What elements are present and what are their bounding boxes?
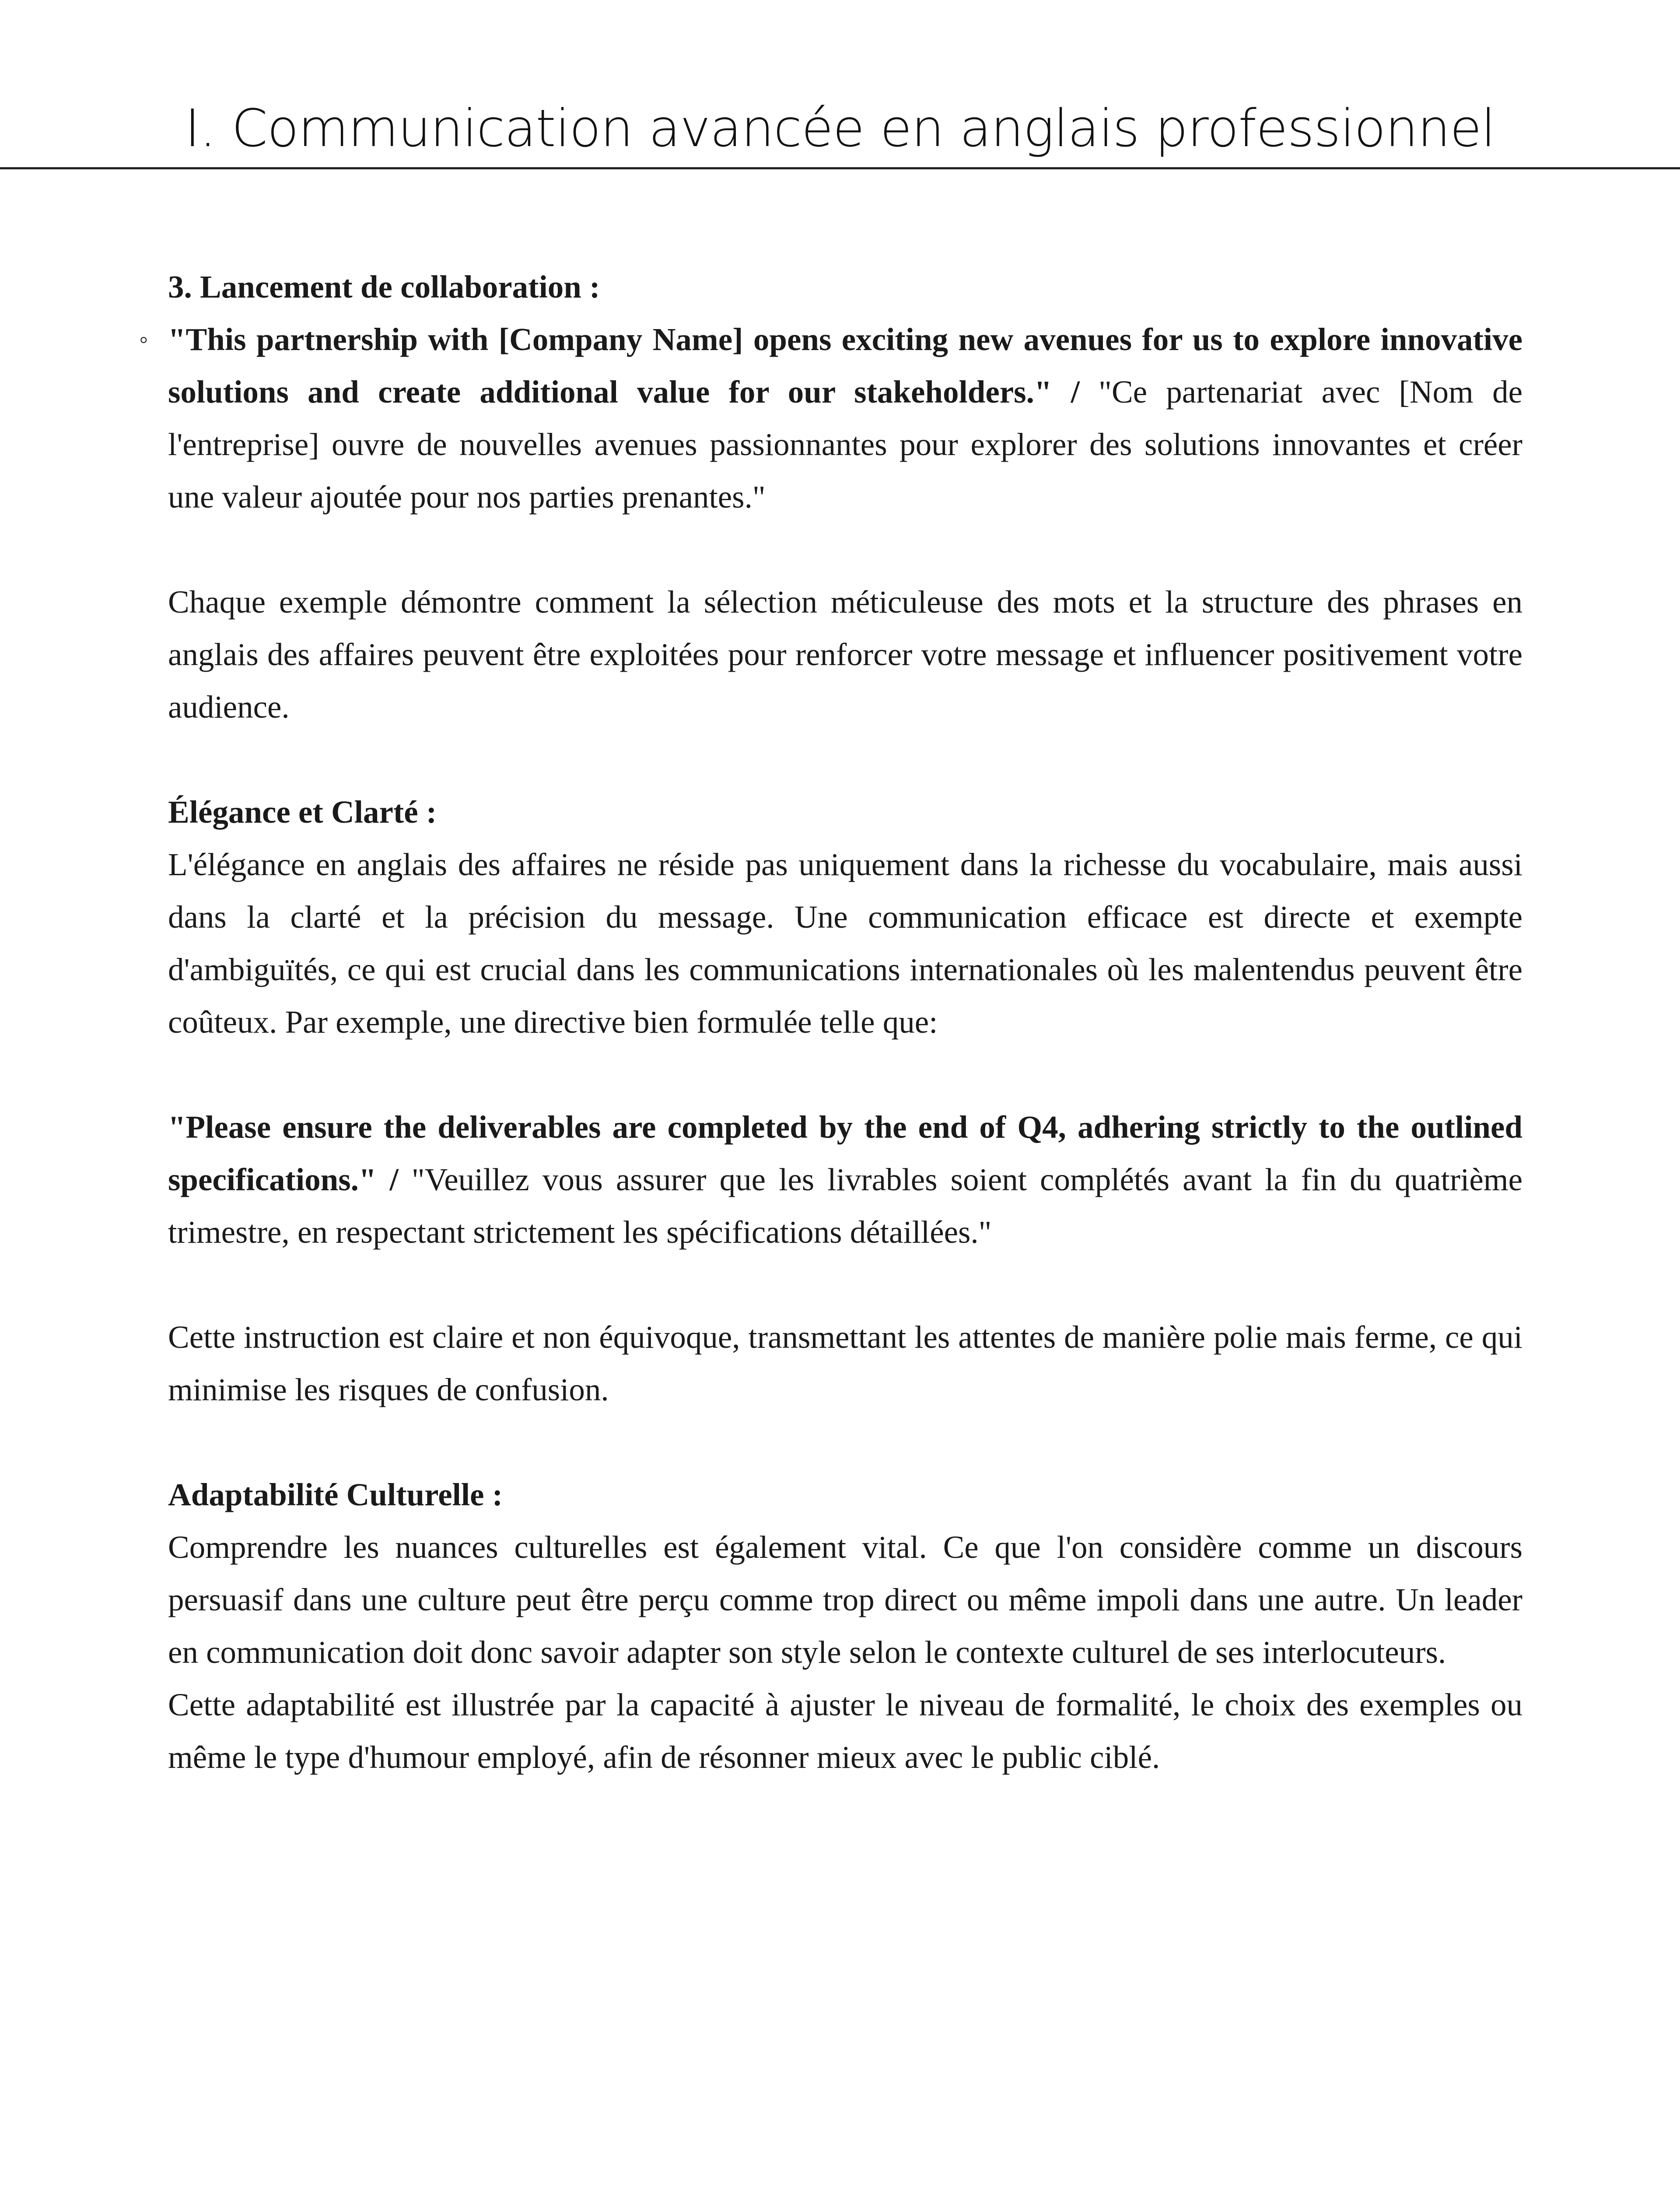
launch-quote-english: "This partnership with [Company Name] opens exciting new avenues for us to explore innovative solutions and create additional value for our stakeholders." (168, 322, 1522, 410)
chapter-title: I. Communication avancée en anglais professionnel (185, 98, 1495, 158)
quote-separator: / (1052, 374, 1099, 410)
culture-heading: Adaptabilité Culturelle : (168, 1477, 503, 1512)
elegance-heading: Élégance et Clarté : (168, 794, 437, 830)
hollow-bullet-icon: ◦ (139, 325, 148, 354)
examples-paragraph: Chaque exemple démontre comment la sélection méticuleuse des mots et la structure des phrases en anglais des affaires peuvent être exploitées pour renforcer votre message et influencer positivement votre audience. (168, 584, 1522, 725)
launch-heading: 3. Lancement de collaboration : (168, 269, 600, 305)
culture-paragraph-2: Cette adaptabilité est illustrée par la capacité à ajuster le niveau de formalité, le choix des exemples ou même le type d'humour employé, afin de résonner mieux avec le public ciblé. (168, 1687, 1522, 1775)
launch-bullet-item (139, 313, 1522, 523)
culture-paragraph-1: Comprendre les nuances culturelles est également vital. Ce que l'on considère comme un discours persuasif dans une culture peut être perçu comme trop direct ou même impoli dans une autre. Un leader en communication doit donc savoir adapter son style selon le contexte culturel de ses interlocuteurs. (168, 1529, 1522, 1670)
directive-quote-french: "Veuillez vous assurer que les livrables soient complétés avant la fin du quatrième trimestre, en respectant strictement les spécifications détaillées." (168, 1162, 1522, 1250)
directive-example (168, 1101, 1522, 1259)
page-content (139, 261, 1522, 1784)
directive-conclusion: Cette instruction est claire et non équivoque, transmettant les attentes de manière polie mais ferme, ce qui minimise les risques de confusion. (168, 1319, 1522, 1407)
header-rule (0, 167, 1680, 169)
directive-quote-english: "Please ensure the deliverables are completed by the end of Q4, adhering strictly to the outlined specifications." (168, 1109, 1522, 1197)
launch-quote-french: "Ce partenariat avec [Nom de l'entreprise] ouvre de nouvelles avenues passionnantes pour explorer des solutions innovantes et créer une valeur ajoutée pour nos parties prenantes." (168, 374, 1522, 515)
elegance-paragraph: L'élégance en anglais des affaires ne réside pas uniquement dans la richesse du vocabulaire, mais aussi dans la clarté et la précision du message. Une communication efficace est directe et exempte d'ambiguïtés, ce qui est crucial dans les communications internationales où les malentendus peuvent être coûteux. Par exemple, une directive bien formulée telle que: (168, 847, 1522, 1040)
quote-separator: / (376, 1162, 412, 1197)
